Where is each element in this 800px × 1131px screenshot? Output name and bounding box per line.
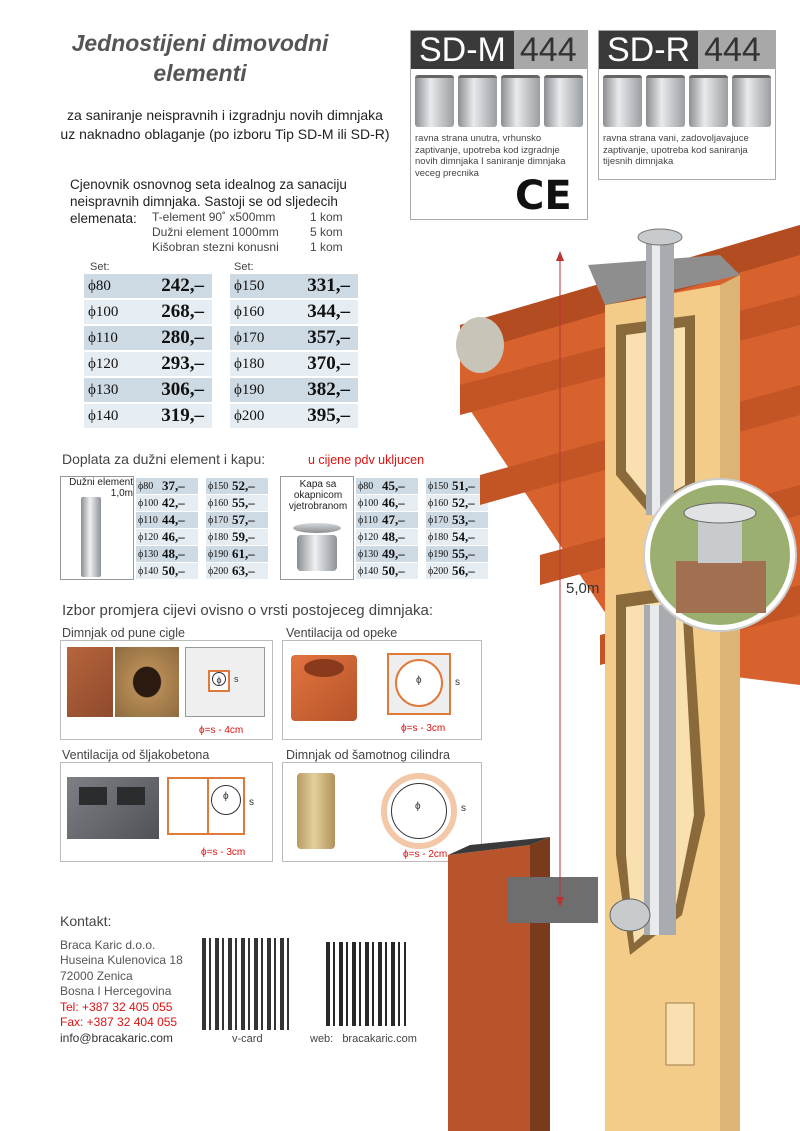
product-sdr-number: 444 (698, 31, 775, 69)
pipe-image (544, 75, 583, 127)
block-photo (67, 777, 159, 839)
price-row (356, 512, 418, 528)
set-intro-label: elemenata: (70, 211, 137, 226)
price-row (230, 378, 358, 402)
price-cell: 57,– (232, 512, 268, 528)
price-row (230, 326, 358, 350)
diameter-cell: ϕ140 (84, 404, 150, 428)
diameter-cell: ϕ140 (136, 563, 162, 579)
set-item: Dužni element 1000mm 5 kom (152, 225, 343, 239)
price-cell: 331,– (296, 274, 358, 298)
price-row (84, 404, 212, 428)
price-row (206, 495, 268, 511)
product-sdm-photos (411, 69, 587, 133)
cap-table-left (356, 477, 418, 580)
cylinder-photo (297, 773, 335, 849)
diameter-cell: ϕ80 (136, 478, 162, 494)
price-cell: 46,– (162, 529, 198, 545)
price-cell: 319,– (150, 404, 212, 428)
cap-photo (280, 476, 354, 580)
set-price-table-right (230, 272, 358, 430)
price-cell: 50,– (382, 563, 418, 579)
cap-image (293, 523, 341, 533)
diameter-cell: ϕ120 (136, 529, 162, 545)
diameter-cell: ϕ200 (426, 563, 452, 579)
price-row (356, 495, 418, 511)
case-title: Dimnjak od pune cigle (62, 626, 185, 640)
pipe-image (689, 75, 728, 127)
cleanout-door (666, 1003, 694, 1065)
brick-photo (67, 647, 113, 717)
diameter-cell: ϕ190 (206, 546, 232, 562)
price-row (84, 300, 212, 324)
price-row (230, 274, 358, 298)
product-sdm-description: ravna strana unutra, vrhunsko zaptivanje, upotreba kod izgradnje novih dimnjaka I saniranje dimnjaka veceg precnika (415, 133, 566, 179)
price-row (136, 478, 198, 494)
pipe-image (501, 75, 540, 127)
set-items-list (152, 210, 343, 255)
price-cell: 280,– (150, 326, 212, 350)
diameter-cell: ϕ160 (206, 495, 232, 511)
phi-symbol: ϕ (212, 672, 226, 686)
product-sdr-box (598, 30, 776, 180)
cap-detail-photo (644, 479, 796, 631)
fax: Fax: +387 32 404 055 (60, 1015, 178, 1029)
price-cell: 395,– (296, 404, 358, 428)
height-label: 5,0m (566, 580, 600, 597)
price-cell: 52,– (452, 495, 488, 511)
web-link[interactable]: bracakaric.com (342, 1033, 417, 1045)
diameter-cell: ϕ170 (206, 512, 232, 528)
price-cell: 48,– (162, 546, 198, 562)
cap-label: Kapa sa okapnicom vjetrobranom (288, 479, 348, 512)
price-cell: 54,– (452, 529, 488, 545)
diameter-cell: ϕ100 (136, 495, 162, 511)
price-cell: 47,– (382, 512, 418, 528)
s-symbol: s (455, 677, 460, 688)
price-cell: 48,– (382, 529, 418, 545)
price-row (84, 326, 212, 350)
price-cell: 49,– (382, 546, 418, 562)
diameter-cell: ϕ80 (84, 274, 150, 298)
case-formula: ϕ=s - 3cm (401, 723, 446, 734)
product-sdr-description: ravna strana vani, zadovoljavajuce zaptivanje, upotreba kod saniranja tijesnih dimnjaka (603, 133, 749, 167)
s-symbol: s (461, 803, 466, 814)
diameter-cell: ϕ150 (206, 478, 232, 494)
company-name: Braca Karic d.o.o. (60, 937, 156, 952)
chimney-illustration (420, 215, 800, 1131)
price-cell: 55,– (452, 546, 488, 562)
s-symbol: s (234, 674, 239, 684)
price-row (84, 378, 212, 402)
set-label: Set: (234, 261, 254, 273)
set-price-table-left (84, 272, 212, 430)
price-cell: 56,– (452, 563, 488, 579)
price-row (206, 546, 268, 562)
price-cell: 51,– (452, 478, 488, 494)
phi-symbol: ϕ (416, 675, 422, 686)
product-sdm-box (410, 30, 588, 220)
phi-symbol: ϕ (223, 791, 229, 802)
price-cell: 357,– (296, 326, 358, 350)
contact-block (60, 914, 183, 1046)
case-formula: ϕ=s - 3cm (201, 847, 246, 858)
price-cell: 44,– (162, 512, 198, 528)
price-row (84, 352, 212, 376)
diameter-cell: ϕ130 (84, 378, 150, 402)
pipe-image (458, 75, 497, 127)
diameter-cell: ϕ120 (356, 529, 382, 545)
price-row (136, 512, 198, 528)
diameter-heading: Izbor promjera cijevi ovisno o vrsti postojeceg dimnjaka: (62, 602, 433, 619)
diameter-cell: ϕ180 (206, 529, 232, 545)
contact-heading: Kontakt: (60, 913, 112, 929)
diameter-cell: ϕ160 (230, 300, 296, 324)
price-row (230, 352, 358, 376)
set-item: Kišobran stezni konusni 1 kom (152, 240, 343, 254)
set-item: T-element 90˚ x500mm 1 kom (152, 210, 343, 224)
price-row (84, 274, 212, 298)
diameter-cell: ϕ100 (356, 495, 382, 511)
price-row (356, 563, 418, 579)
price-row (356, 546, 418, 562)
price-row (206, 512, 268, 528)
price-cell: 59,– (232, 529, 268, 545)
diameter-cell: ϕ190 (230, 378, 296, 402)
diameter-cell: ϕ190 (426, 546, 452, 562)
price-row (356, 529, 418, 545)
case-slag-concrete (60, 762, 273, 862)
price-cell: 45,– (382, 478, 418, 494)
price-cell: 61,– (232, 546, 268, 562)
diameter-cell: ϕ150 (426, 478, 452, 494)
long-element-label: Dužni element 1,0m (69, 477, 133, 499)
case-formula: ϕ=s - 2cm (403, 849, 448, 860)
case-title: Ventilacija od šljakobetona (62, 748, 210, 762)
case-title: Ventilacija od opeke (286, 626, 398, 640)
diameter-cell: ϕ150 (230, 274, 296, 298)
cross-section-diagram (185, 647, 265, 717)
page-title: Jednostijeni dimovodni elementi (71, 30, 329, 86)
price-row (206, 478, 268, 494)
set-label: Set: (90, 261, 110, 273)
price-cell: 50,– (162, 563, 198, 579)
price-cell: 52,– (232, 478, 268, 494)
web-qr-code[interactable] (326, 942, 406, 1026)
cap-image (297, 535, 337, 571)
diameter-cell: ϕ160 (426, 495, 452, 511)
price-row (136, 495, 198, 511)
price-row (136, 529, 198, 545)
diameter-cell: ϕ200 (230, 404, 296, 428)
web-label: web: bracakaric.com (310, 1033, 417, 1045)
pipe-image (603, 75, 642, 127)
case-formula: ϕ=s - 4cm (199, 725, 244, 736)
diameter-cell: ϕ130 (136, 546, 162, 562)
diameter-cell: ϕ110 (136, 512, 162, 528)
price-cell: 46,– (382, 495, 418, 511)
price-cell: 53,– (452, 512, 488, 528)
email-link[interactable]: info@bracakaric.com (60, 1030, 173, 1045)
price-cell: 268,– (150, 300, 212, 324)
diameter-cell: ϕ100 (84, 300, 150, 324)
vcard-qr-code[interactable] (202, 938, 292, 1030)
diameter-cell: ϕ200 (206, 563, 232, 579)
diameter-cell: ϕ80 (356, 478, 382, 494)
price-cell: 42,– (162, 495, 198, 511)
city: 72000 Zenica (60, 968, 133, 983)
pipe-image (646, 75, 685, 127)
street: Huseina Kulenovica 18 (60, 953, 183, 967)
price-cell: 242,– (150, 274, 212, 298)
vcard-label: v-card (232, 1033, 263, 1045)
s-symbol: s (249, 797, 254, 808)
pipe-image (732, 75, 771, 127)
block-photo (291, 655, 357, 721)
price-cell: 370,– (296, 352, 358, 376)
case-brick-chimney (60, 640, 273, 740)
product-sdm-name: SD-M (411, 31, 514, 69)
diameter-cell: ϕ140 (356, 563, 382, 579)
diameter-cell: ϕ130 (356, 546, 382, 562)
diameter-cell: ϕ180 (230, 352, 296, 376)
ce-mark: CE (515, 173, 572, 219)
price-cell: 306,– (150, 378, 212, 402)
diameter-cell: ϕ170 (230, 326, 296, 350)
price-row (206, 529, 268, 545)
price-row (136, 546, 198, 562)
tel: Tel: +387 32 405 055 (60, 999, 173, 1014)
pipe-image (81, 497, 101, 577)
long-element-table-right (206, 477, 268, 580)
long-element-photo (60, 476, 134, 580)
diameter-cell: ϕ110 (356, 512, 382, 528)
price-cell: 37,– (162, 478, 198, 494)
long-element-table-left (136, 477, 198, 580)
page-subtitle: za saniranje neispravnih i izgradnju novih dimnjaka uz naknadno oblaganje (po izboru Tip SD-M ili SD-R) (60, 107, 390, 142)
diameter-cell: ϕ110 (84, 326, 150, 350)
price-cell: 63,– (232, 563, 268, 579)
price-row (136, 563, 198, 579)
diameter-cell: ϕ170 (426, 512, 452, 528)
country: Bosna I Hercegovina (60, 984, 172, 998)
product-sdr-name: SD-R (599, 31, 698, 69)
pipe-image (415, 75, 454, 127)
price-cell: 382,– (296, 378, 358, 402)
case-title: Dimnjak od šamotnog cilindra (286, 748, 450, 762)
price-row (206, 563, 268, 579)
diameter-cell: ϕ120 (84, 352, 150, 376)
brick-photo (115, 647, 179, 717)
extras-heading: Doplata za dužni element i kapu: (62, 451, 266, 467)
price-cell: 293,– (150, 352, 212, 376)
diameter-cell: ϕ180 (426, 529, 452, 545)
set-intro-text: Cjenovnik osnovnog seta idealnog za sanaciju neispravnih dimnjaka. Sastoji se od sljedecih (70, 177, 347, 209)
price-row (230, 404, 358, 428)
phi-symbol: ϕ (415, 801, 421, 812)
price-cell: 55,– (232, 495, 268, 511)
product-sdr-photos (599, 69, 775, 133)
cross-section-diagram (167, 777, 245, 835)
price-cell: 344,– (296, 300, 358, 324)
price-row (356, 478, 418, 494)
vat-note: u cijene pdv ukljucen (308, 453, 425, 467)
arrow-icon (556, 251, 564, 261)
product-sdm-number: 444 (514, 31, 587, 69)
price-row (230, 300, 358, 324)
